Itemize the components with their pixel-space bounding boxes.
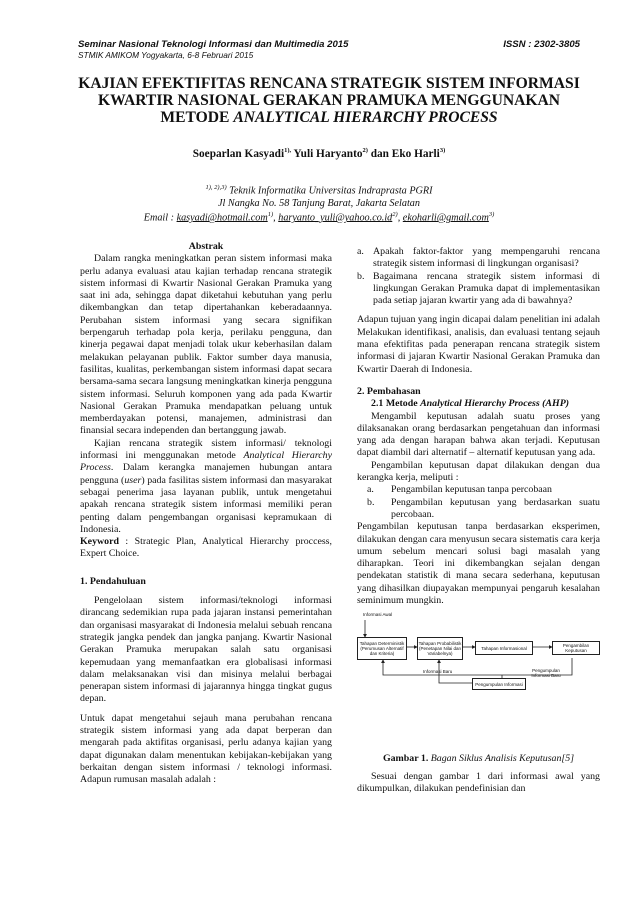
subsection-number: 2.1 Metode bbox=[371, 398, 421, 410]
label-pengumpulan-baru: Pengumpulan Informasi Baru bbox=[531, 668, 561, 679]
list-label: a. bbox=[357, 246, 364, 257]
subsection-title: Analytical Hierarchy Process (AHP) bbox=[420, 398, 570, 410]
figure-caption bbox=[357, 753, 600, 765]
list-text: Pengambilan keputusan tanpa percobaan bbox=[391, 484, 552, 496]
right-column bbox=[357, 241, 600, 795]
keywords-text: : Strategic Plan, Analytical Hierarchy proccess, Expert Choice. bbox=[80, 536, 332, 560]
author-3-sup: 3) bbox=[439, 147, 446, 154]
affiliation-address: Jl Nangka No. 58 Tanjung Barat, Jakarta Selatan bbox=[218, 198, 420, 209]
list-text: Pengambilan keputusan yang berdasarkan suatu percobaan. bbox=[391, 496, 600, 520]
email-label: Email : bbox=[143, 212, 177, 224]
affiliation-sup: 1), 2),3) bbox=[205, 184, 227, 191]
author-2-sup: 2) bbox=[362, 147, 368, 154]
author-1: Soeparlan Kasyadi bbox=[192, 147, 285, 160]
section-1-paragraph-2: Untuk dapat mengetahui sejauh mana perubahan rencana strategik sistem informasi yang ada dapat berperan dan mengarah pada aktifitas organisasi, perlu adanya kajian yang dapat digunakan dalam menentukan kebijakan-kebijakan yang berkaitan dengan sistem informasi / teknologi informasi. Adapun rumusan masalah adalah : bbox=[80, 712, 332, 786]
section-2-paragraph-2: Pengambilan keputusan dapat dilakukan dengan dua kerangka kerja, meliputi : bbox=[357, 459, 600, 484]
list-text: Bagaimana rencana strategik sistem informasi di lingkungan Gerakan Pramuka dapat di implementasikan pada setiap jajaran kwartir yang ada di bawahnya? bbox=[373, 270, 600, 307]
section-2-paragraph-3: Pengambilan keputusan tanpa berdasarkan eksperimen, dilakukan dengan cara menyusun secara sistematis cara kerja umum sebelum mencari solusi bagi masalah yang diharapkan. Teori ini dikembangkan sejalan dengan pendekatan statistik di mana secara sederhana, keputusan yang dihasilkan diupayakan mempunyai pengaruh kesalahan seminimum mungkin. bbox=[357, 521, 600, 607]
affiliation-emails bbox=[0, 211, 638, 223]
title-line-2: KWARTIR NASIONAL GERAKAN PRAMUKA MENGGUNAKAN bbox=[97, 92, 561, 109]
affiliation-institution bbox=[0, 184, 638, 196]
section-1-paragraph-3: Adapun tujuan yang ingin dicapai dalam penelitian ini adalah Melakukan identifikasi, analisis, dan evaluasi tentang sejauh mana efektifitas pada penerapan rencana strategik sistem informasi di jajaran Kwartir Nasional Gerakan Pramuka dan Kwartir Daerah di Indonesia. bbox=[357, 314, 600, 375]
venue-line: STMIK AMIKOM Yogyakarta, 6-8 Februari 2015 bbox=[78, 50, 254, 60]
list-item bbox=[357, 246, 600, 271]
author-3: dan Eko Harli bbox=[367, 147, 440, 160]
title-line-3-plain: METODE bbox=[160, 109, 234, 126]
section-1-paragraph-1: Pengelolaan sistem informasi/teknologi informasi dirancang sedemikian rupa pada jajaran instansi pemerintahan dan organisasi masyarakat di Indonesia melalui sebuah rencana strategik jangka pendek dan jangka panjang. Kwartir Nasional Gerakan Pramuka merupakan salah satu organisasi kepemudaan yang memanfaatkan era globalisasi informasi dalam melaksanakan visi dan misinya melalui berbagai penerapan sistem informasi di jajarannya hingga tingkat gugus depan. bbox=[80, 595, 332, 705]
figure-caption-text: Bagan Siklus Analisis Keputusan[5] bbox=[428, 753, 575, 765]
abstract-paragraph-1: Dalam rangka meningkatkan peran sistem informasi maka perlu adanya evaluasi atau kajian terhadap rencana strategik sistem informasi di Kwartir Nasional Gerakan Pramuka yang saat ini ada, sehingga dapat diketahui kebutuhan yang perlu dikembangkan dan tetap dipertahankan keberadaannya. Perubahan sistem informasi yang secara signifikan berpengaruh terhadap pola kerja, perilaku pengguna, dan kinerja pegawai dapat menjadi tolak ukur keberhasilan dalam melakukan pelayanan publik. Faktor sumber daya manusia, fasilitas, kualitas, perkembangan sistem informasi dapat secara bersama-sama secara langsung meningkatkan kinerja pengguna sistem informasi. Seluruh komponen yang ada pada Kwartir Nasional Gerakan Pramuka mendapatkan peluang untuk memberdayakan potensi, manajemen, administrasi dan finansial secara independen dan bertanggung jawab. bbox=[80, 253, 332, 437]
keywords bbox=[80, 536, 332, 561]
section-1-heading: 1. Pendahuluan bbox=[80, 575, 146, 587]
list-item bbox=[357, 497, 600, 522]
list-label: b. bbox=[357, 270, 365, 282]
keywords-label: Keyword bbox=[80, 536, 119, 548]
section-2-heading: 2. Pembahasan bbox=[357, 385, 421, 397]
box-pengambilan: Pengambilan Keputusan bbox=[552, 641, 600, 655]
box-pengumpulan: Pengumpulan Informasi bbox=[472, 678, 526, 690]
box-deterministik: Tahapan Deterministik (Perumusan Alternatif dan Kriteria) bbox=[357, 637, 407, 660]
title-line-3-italic: ANALYTICAL HIERARCHY PROCESS bbox=[233, 109, 498, 126]
email-link-3[interactable]: ekoharli@gmail.com bbox=[402, 212, 489, 224]
list-item bbox=[357, 484, 600, 496]
author-list bbox=[0, 147, 638, 160]
figure-caption-label: Gambar 1. bbox=[382, 753, 429, 765]
abstract-p2-b: . Dalam kerangka manajemen hubungan antara pengguna ( bbox=[80, 462, 332, 486]
label-informasi-awal: Informasi Awal bbox=[363, 612, 393, 618]
email-sep-2: , bbox=[397, 212, 403, 224]
email-link-1[interactable]: kasyadi@hotmail.com bbox=[176, 212, 268, 224]
author-2: Yuli Haryanto bbox=[291, 147, 363, 160]
list-label: b. bbox=[367, 496, 375, 508]
closing-paragraph: Sesuai dengan gambar 1 dari informasi awal yang dikumpulkan, dilakukan pendefinisian dan bbox=[357, 770, 600, 794]
label-informasi-baru: Informasi Baru bbox=[423, 669, 453, 675]
email-2-sup: 2) bbox=[392, 211, 398, 218]
abstract-paragraph-2 bbox=[80, 438, 332, 536]
list-item bbox=[357, 271, 600, 308]
author-1-sup: 1), bbox=[284, 147, 292, 154]
box-informasional: Tahapan Informasional bbox=[475, 641, 533, 655]
left-column bbox=[80, 241, 332, 786]
list-label: a. bbox=[367, 484, 374, 496]
institution-name: Teknik Informatika Universitas Indraprasta PGRI bbox=[226, 185, 433, 197]
box-probabilistik: Tahapan Probabilistik (Penetapan Nilai dan Variabelnya) bbox=[417, 637, 463, 660]
abstract-p2-a: Kajian rencana strategik sistem informasi/ teknologi informasi ini menggunakan metode bbox=[80, 437, 332, 462]
running-header bbox=[78, 39, 580, 50]
abstract-p2-c: ) pada fasilitas sistem informasi dan masyarakat sebagai penerima jasa layanan publik, untuk mengetahui apakah rencana strategik sistem informasi memiliki peran penting dalam pengembangan organisasi kepramukaan di Indonesia. bbox=[80, 474, 332, 535]
abstract-heading: Abstrak bbox=[188, 241, 224, 252]
decision-cycle-figure bbox=[357, 611, 600, 751]
paper-title bbox=[78, 75, 580, 126]
abstract-method: Analytical Hierarchy Process bbox=[80, 450, 332, 474]
email-3-sup: 3) bbox=[488, 211, 495, 218]
email-1-sup: 1) bbox=[267, 211, 274, 218]
list-text: Apakah faktor-faktor yang mempengaruhi rencana strategik sistem informasi di lingkungan organisasi? bbox=[373, 246, 600, 270]
title-line-1: KAJIAN EFEKTIFITAS RENCANA STRATEGIK SISTEM INFORMASI bbox=[78, 75, 580, 92]
title-line-3 bbox=[78, 109, 580, 126]
conference-name: Seminar Nasional Teknologi Informasi dan Multimedia 2015 bbox=[78, 39, 349, 50]
issn: ISSN : 2302-3805 bbox=[503, 39, 580, 50]
email-sep-1: , bbox=[273, 212, 279, 224]
section-2-paragraph-1: Mengambil keputusan adalah suatu proses yang dilaksanakan orang berdasarkan pengetahuan dan informasi yang ada dengan harapan bahwa akan terjadi. Keputusan dapat diambil dari alternatif – alternatif keputusan yang ada. bbox=[357, 410, 600, 459]
email-link-2[interactable]: haryanto_yuli@yahoo.co.id bbox=[278, 212, 393, 224]
subsection-2-1-heading bbox=[357, 398, 600, 410]
abstract-user: user bbox=[124, 474, 142, 486]
